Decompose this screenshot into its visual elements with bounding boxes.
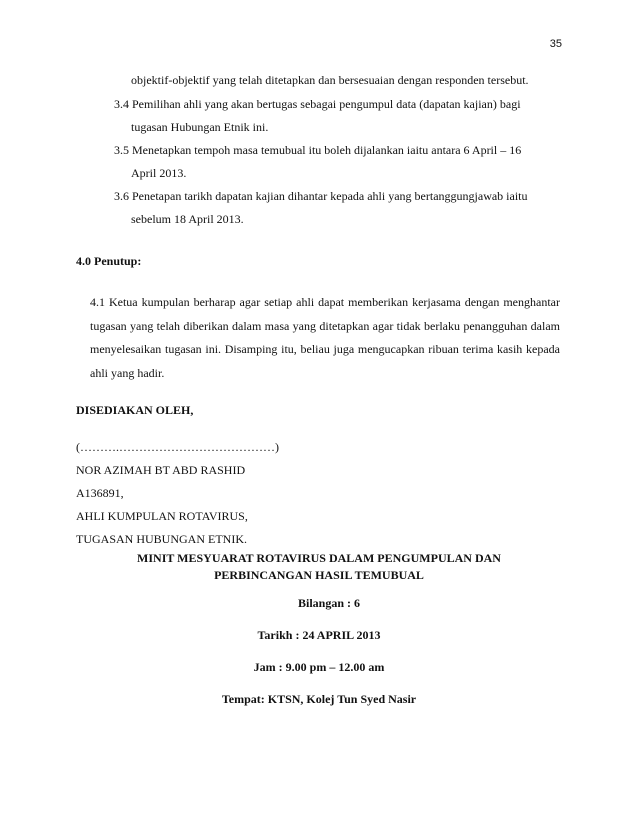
minutes-title-line1: MINIT MESYUARAT ROTAVIRUS DALAM PENGUMPULAN DAN [137, 551, 501, 565]
meeting-venue: Tempat: KTSN, Kolej Tun Syed Nasir [221, 692, 417, 706]
paragraph-4-1: 4.1 Ketua kumpulan berharap agar setiap ahli dapat memberikan kerjasama dengan menghantar tugasan yang telah diberikan dalam masa yang ditetapkan agar tidak berlaku penangguhan dalam menyelesaikan tugasan ini. Disamping itu, beliau juga mengucapkan ribuan terima kasih kepada ahli yang hadir. [90, 295, 560, 380]
list-item-3-5-line1: 3.5 Menetapkan tempoh masa temubual itu boleh dijalankan iaitu antara 6 April – 16 [114, 143, 522, 157]
minutes-title-line2: PERBINCANGAN HASIL TEMUBUAL [214, 568, 424, 582]
preparer-matric: A136891, [76, 486, 124, 500]
prepared-by-label: DISEDIAKAN OLEH, [76, 403, 194, 417]
signature-line: (……….…………………………………) [76, 440, 279, 454]
list-item-3-6-line1: 3.6 Penetapan tarikh dapatan kajian dihantar kepada ahli yang bertanggungjawab iaitu [114, 189, 528, 203]
list-item-3-4-line1: 3.4 Pemilihan ahli yang akan bertugas sebagai pengumpul data (dapatan kajian) bagi [114, 97, 521, 111]
list-item-3-4-line2: tugasan Hubungan Etnik ini. [131, 120, 269, 134]
section-heading-penutup: 4.0 Penutup: [76, 254, 142, 268]
preparer-name: NOR AZIMAH BT ABD RASHID [76, 463, 246, 477]
list-continuation-line: objektif-objektif yang telah ditetapkan dan bersesuaian dengan responden tersebut. [131, 73, 529, 87]
preparer-course: TUGASAN HUBUNGAN ETNIK. [76, 532, 247, 546]
meeting-time: Jam : 9.00 pm – 12.00 am [253, 660, 385, 674]
meeting-date: Tarikh : 24 APRIL 2013 [257, 628, 381, 642]
preparer-group: AHLI KUMPULAN ROTAVIRUS, [76, 509, 248, 523]
page-number: 35 [549, 38, 562, 50]
meeting-number: Bilangan : 6 [297, 596, 360, 610]
list-item-3-5-line2: April 2013. [131, 166, 187, 180]
list-item-3-6-line2: sebelum 18 April 2013. [131, 212, 244, 226]
